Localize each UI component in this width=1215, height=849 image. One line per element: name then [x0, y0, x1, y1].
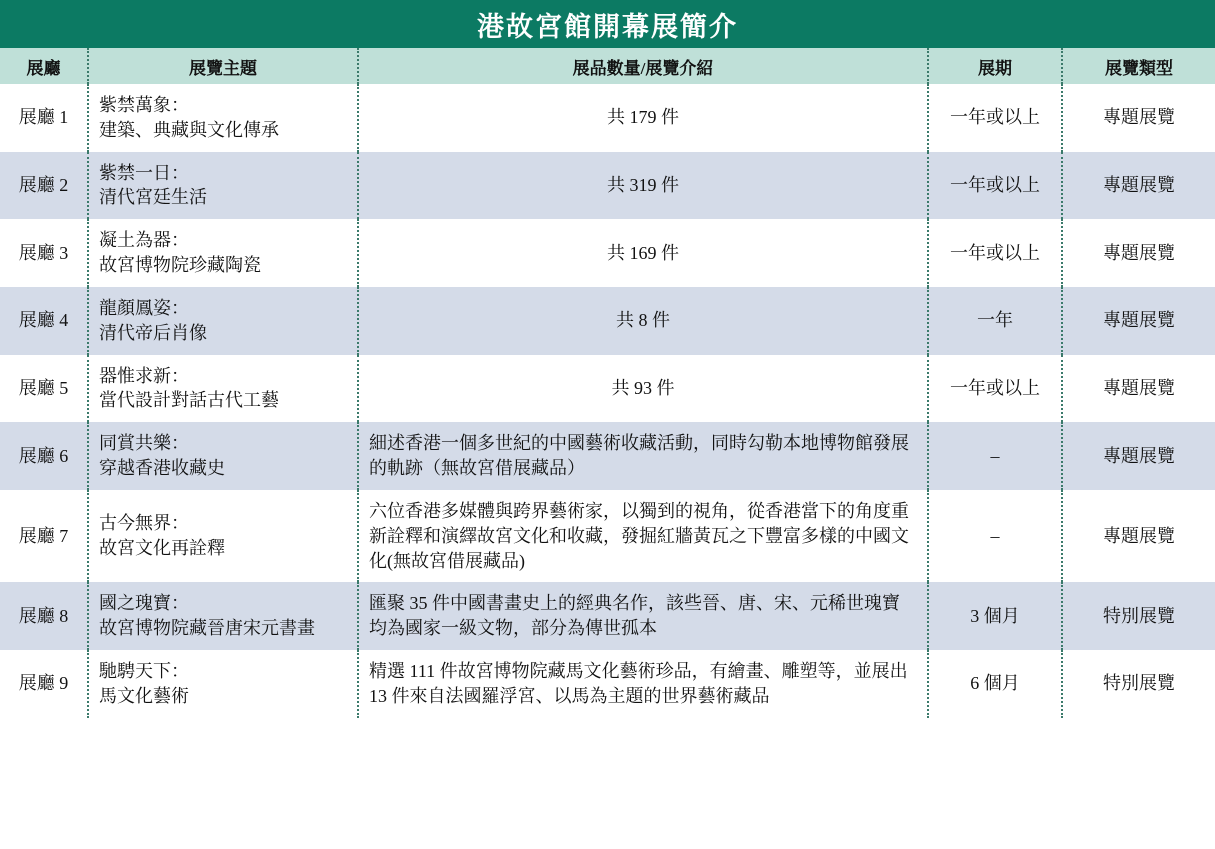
cell-description: 細述香港一個多世紀的中國藝術收藏活動，同時勾勒本地博物館發展的軌跡（無故宮借展藏品）	[358, 422, 928, 490]
table-row	[0, 582, 1215, 650]
cell-theme	[88, 422, 358, 490]
cell-type: 專題展覽	[1062, 355, 1215, 423]
table-row	[0, 84, 1215, 152]
theme-line-2: 故宮博物院藏晉唐宋元書畫	[99, 618, 315, 639]
table-row	[0, 219, 1215, 287]
cell-period: 一年或以上	[928, 152, 1062, 220]
column-header-hall: 展廳	[0, 48, 88, 84]
page-title-bar	[0, 0, 1215, 48]
table-header-row	[0, 48, 1215, 84]
table-row	[0, 490, 1215, 582]
cell-period: –	[928, 422, 1062, 490]
cell-description: 共 179 件	[358, 84, 928, 152]
cell-type: 專題展覽	[1062, 84, 1215, 152]
cell-hall: 展廳 1	[0, 84, 88, 152]
theme-line-1: 古今無界：	[99, 513, 189, 534]
cell-period: –	[928, 490, 1062, 582]
theme-line-1: 紫禁萬象：	[99, 95, 189, 115]
cell-theme	[88, 219, 358, 287]
cell-hall: 展廳 4	[0, 287, 88, 355]
exhibition-table	[0, 48, 1215, 718]
cell-period: 3 個月	[928, 582, 1062, 650]
column-header-type: 展覽類型	[1062, 48, 1215, 84]
cell-period: 6 個月	[928, 650, 1062, 718]
cell-theme	[88, 287, 358, 355]
cell-theme	[88, 650, 358, 718]
theme-line-1: 紫禁一日：	[99, 162, 189, 183]
cell-period: 一年或以上	[928, 219, 1062, 287]
cell-hall: 展廳 6	[0, 422, 88, 490]
theme-line-1: 國之瑰寶：	[99, 593, 189, 614]
cell-theme	[88, 582, 358, 650]
cell-theme	[88, 84, 358, 152]
column-header-period: 展期	[928, 48, 1062, 84]
cell-type: 專題展覽	[1062, 287, 1215, 355]
cell-period: 一年或以上	[928, 84, 1062, 152]
table-row	[0, 287, 1215, 355]
theme-line-1: 同賞共樂：	[99, 433, 189, 454]
cell-hall: 展廳 3	[0, 219, 88, 287]
cell-type: 專題展覽	[1062, 152, 1215, 220]
table-body	[0, 84, 1215, 718]
cell-theme	[88, 152, 358, 220]
cell-hall: 展廳 9	[0, 650, 88, 718]
table-row	[0, 422, 1215, 490]
theme-line-1: 龍顏鳳姿：	[99, 297, 189, 318]
cell-period: 一年	[928, 287, 1062, 355]
column-header-theme: 展覽主題	[88, 48, 358, 84]
theme-line-2: 故宮文化再詮釋	[99, 538, 225, 559]
cell-description: 共 169 件	[358, 219, 928, 287]
theme-line-2: 故宮博物院珍藏陶瓷	[99, 255, 261, 276]
cell-period: 一年或以上	[928, 355, 1062, 423]
cell-theme	[88, 490, 358, 582]
table-row	[0, 152, 1215, 220]
cell-type: 特別展覽	[1062, 582, 1215, 650]
column-header-desc: 展品數量/展覽介紹	[358, 48, 928, 84]
theme-line-1: 凝土為器：	[99, 230, 189, 251]
cell-type: 專題展覽	[1062, 219, 1215, 287]
cell-hall: 展廳 7	[0, 490, 88, 582]
cell-description: 六位香港多媒體與跨界藝術家，以獨到的視角，從香港當下的角度重新詮釋和演繹故宮文化和收藏，發掘紅牆黃瓦之下豐富多樣的中國文化(無故宮借展藏品)	[358, 490, 928, 582]
theme-line-1: 器惟求新：	[99, 365, 189, 386]
cell-description: 共 8 件	[358, 287, 928, 355]
theme-line-1: 馳騁天下：	[99, 661, 189, 682]
cell-theme	[88, 355, 358, 423]
theme-line-2: 建築、典藏與文化傳承	[99, 119, 279, 140]
cell-type: 專題展覽	[1062, 422, 1215, 490]
cell-type: 專題展覽	[1062, 490, 1215, 582]
table-row	[0, 355, 1215, 423]
page-title: 港故宮館開幕展簡介	[477, 11, 738, 42]
theme-line-2: 清代宮廷生活	[99, 187, 207, 208]
cell-type: 特別展覽	[1062, 650, 1215, 718]
cell-hall: 展廳 8	[0, 582, 88, 650]
table-header	[0, 48, 1215, 84]
theme-line-2: 馬文化藝術	[99, 685, 189, 706]
cell-hall: 展廳 5	[0, 355, 88, 423]
cell-description: 匯聚 35 件中國書畫史上的經典名作，該些晉、唐、宋、元稀世瑰寶均為國家一級文物，部分為傳世孤本	[358, 582, 928, 650]
theme-line-2: 清代帝后肖像	[99, 322, 207, 343]
cell-hall: 展廳 2	[0, 152, 88, 220]
theme-line-2: 穿越香港收藏史	[99, 458, 225, 479]
cell-description: 精選 111 件故宮博物院藏馬文化藝術珍品，有繪畫、雕塑等，並展出 13 件來自法國羅浮宮、以馬為主題的世界藝術藏品	[358, 650, 928, 718]
cell-description: 共 319 件	[358, 152, 928, 220]
theme-line-2: 當代設計對話古代工藝	[99, 390, 279, 411]
cell-description: 共 93 件	[358, 355, 928, 423]
table-row	[0, 650, 1215, 718]
